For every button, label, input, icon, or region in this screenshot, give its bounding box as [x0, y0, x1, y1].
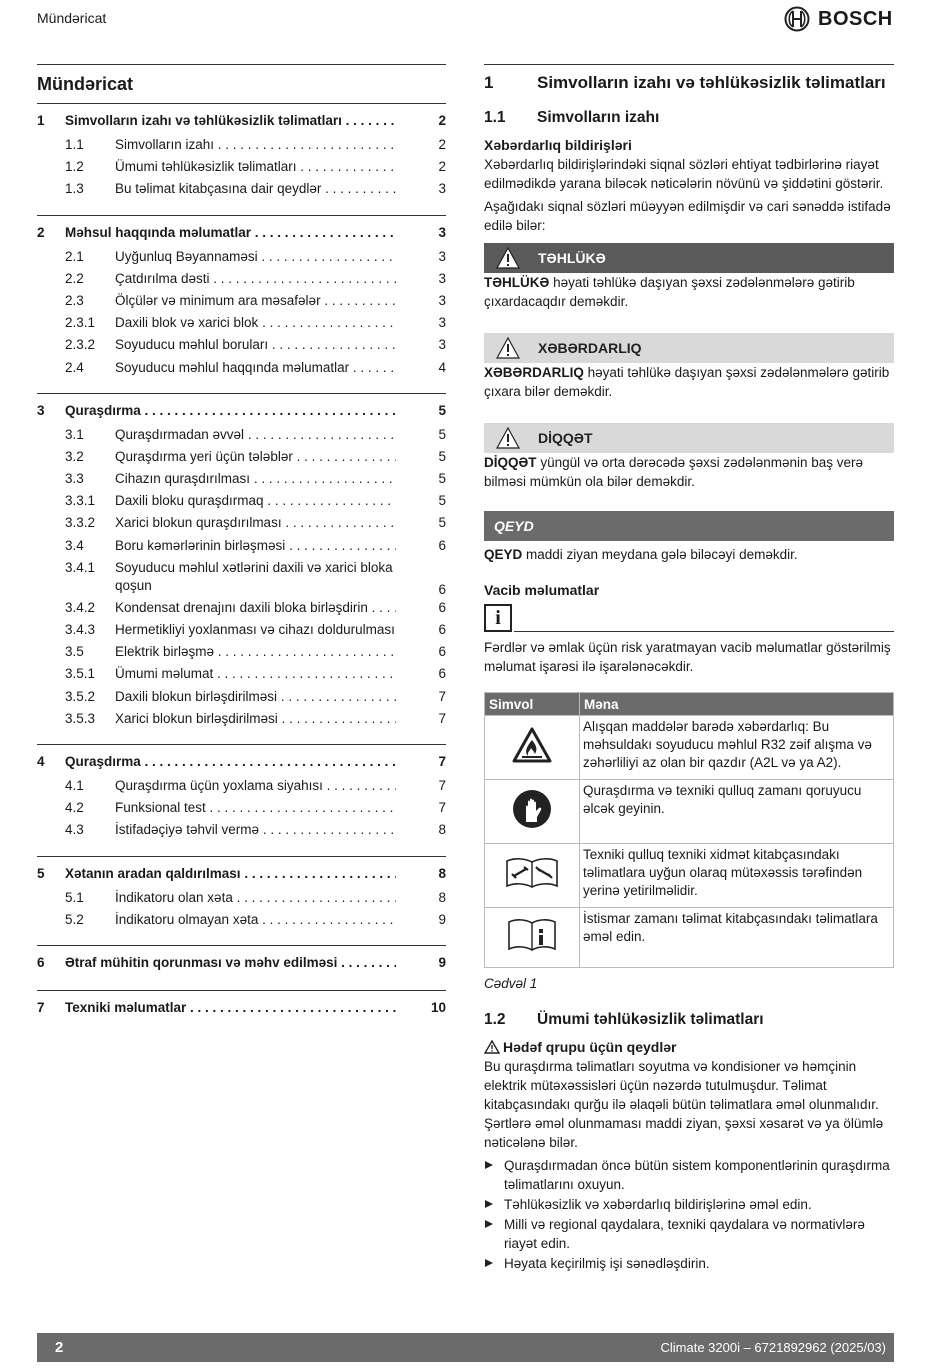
warning-label: XƏBƏRDARLIQ: [538, 340, 642, 356]
toc-chapter-entry[interactable]: [37, 999, 446, 1023]
toc-entry-number: 3.3.2: [65, 515, 96, 531]
toc-entry-title: Quraşdırmadan əvvəl . . .: [115, 426, 396, 444]
toc-entry-title: Xarici blokun birləşdirilməsi . . .: [115, 710, 396, 728]
warnings-heading: Xəbərdarlıq bildirişləri: [484, 137, 632, 153]
bullet-arrow-icon: [485, 1161, 493, 1169]
toc-entry-page: 6: [438, 644, 446, 660]
toc-entry-number: 2.3.2: [65, 337, 96, 353]
toc-entry-number: 3.3: [65, 471, 84, 487]
bullet-arrow-icon: [485, 1259, 493, 1267]
toc-entry-number: 1.3: [65, 181, 84, 197]
toc-section-entry[interactable]: [37, 911, 446, 933]
toc-entry-page: 4: [438, 359, 446, 375]
danger-text: TƏHLÜKƏ həyati təhlükə daşıyan şəxsi zədələnmələrə gətirib çıxardacaqdır deməkdir.: [484, 275, 855, 309]
info-marker: [484, 604, 894, 632]
toc-entry-page: 3: [438, 270, 446, 286]
symbol-table: [484, 692, 894, 968]
toc-chapter-entry[interactable]: [37, 224, 446, 248]
operating-manual-icon: [506, 917, 558, 953]
table-cell-icon: [485, 844, 580, 908]
toc-section-entry[interactable]: [37, 777, 446, 799]
toc-entry-page: 7: [438, 753, 446, 769]
toc-section-entry[interactable]: [37, 492, 446, 514]
toc-entry-number: 3.1: [65, 426, 84, 442]
toc-entry-number: 3.4.1: [65, 559, 96, 575]
table-cell-icon: [485, 780, 580, 844]
section-number: 1.1: [484, 109, 506, 126]
list-item: Milli və regional qaydalara, texniki qaydalara və normativlərə riayət edin.: [484, 1215, 894, 1253]
toc-entry-title: Xarici blokun quraşdırılması . . .: [115, 514, 396, 532]
caution-text: DİQQƏT yüngül və orta dərəcədə şəxsi zədələnmənin baş verə bilməsi mümkün ola bilər deməkdir.: [484, 455, 864, 489]
toc-entry-page: 6: [438, 581, 446, 597]
toc-entry-title: Texniki məlumatlar . . .: [65, 999, 396, 1017]
toc-entry-title: Quraşdırma . . .: [65, 753, 396, 771]
toc-entry-number: 4.2: [65, 800, 84, 816]
section-title: Simvolların izahı: [537, 109, 660, 126]
table-row: [485, 780, 894, 844]
toc-entry-title: Kondensat drenajını daxili bloka birləşdirin . . .: [115, 599, 396, 617]
toc-entry-page: 2: [438, 159, 446, 175]
toc-entry-title: Ətraf mühitin qorunması və məhv edilməsi . . .: [65, 954, 396, 972]
toc-entry-title: Bu təlimat kitabçasına dair qeydlər . . .: [115, 180, 396, 198]
toc-section-entry[interactable]: [37, 448, 446, 470]
bosch-logo: [784, 6, 893, 32]
toc-entry-page: 3: [438, 337, 446, 353]
toc-chapter-entry[interactable]: [37, 402, 446, 426]
toc-entry-number: 1.1: [65, 137, 84, 152]
toc-entry-page: 3: [438, 315, 446, 331]
toc-entry-page: 2: [438, 137, 446, 152]
toc-section-entry[interactable]: [37, 180, 446, 202]
toc-entry-title: Funksional test . . .: [115, 799, 396, 817]
toc-section-entry[interactable]: [37, 270, 446, 292]
toc-section: [37, 945, 446, 990]
target-heading-text: Hədəf qrupu üçün qeydlər: [503, 1039, 677, 1055]
toc-entry-number: 1.2: [65, 159, 84, 175]
bullet-arrow-icon: [485, 1200, 493, 1208]
toc-section-entry[interactable]: [37, 158, 446, 180]
toc-section-entry[interactable]: [37, 359, 446, 381]
toc-section: [37, 856, 446, 945]
toc-entry-page: 5: [438, 426, 446, 442]
protective-gloves-icon: [512, 789, 552, 829]
toc-entry-title: Cihazın quraşdırılması . . .: [115, 470, 396, 488]
toc-chapter-entry[interactable]: [37, 865, 446, 889]
toc-entry-title: Simvolların izahı və təhlükəsizlik təlimatları . . .: [65, 112, 396, 130]
table-header-row: [485, 693, 894, 716]
toc-entry-page: 8: [438, 865, 446, 881]
table-cell-text: Quraşdırma və texniki qulluq zamanı qoruyucu əlcək geyinin.: [580, 780, 894, 844]
bosch-armature-icon: [784, 6, 810, 32]
toc-section-entry[interactable]: [37, 314, 446, 336]
toc-entry-page: 7: [438, 777, 446, 793]
toc-entry-number: 2.2: [65, 270, 84, 286]
toc-section-entry[interactable]: [37, 426, 446, 448]
toc-entry-number: 5: [37, 865, 45, 881]
toc-entry-title: İstifadəçiyə təhvil vermə . . .: [115, 821, 396, 839]
service-manual-icon: [504, 856, 560, 890]
toc-entry-title: İndikatoru olmayan xəta . . .: [115, 911, 396, 929]
toc-entry-number: 1: [37, 113, 45, 128]
toc-entry-title: Quraşdırma üçün yoxlama siyahısı . . .: [115, 777, 396, 795]
brand-name: BOSCH: [818, 7, 893, 30]
table-header-symbol: Simvol: [485, 693, 580, 716]
toc-entry-title: Hermetikliyi yoxlanması və cihazı doldurulması . . .: [115, 621, 396, 639]
toc-entry-number: 2.3.1: [65, 315, 96, 331]
warning-triangle-icon: [496, 337, 520, 359]
table-cell-text: Alışqan maddələr barədə xəbərdarlıq: Bu məhsuldakı soyuducu məhlul R32 zəif alışma və zəhərliliyi az olan bir qazdır (A2L və ya A2).: [580, 716, 894, 780]
toc-chapter-entry[interactable]: [37, 112, 446, 136]
toc-section: [37, 103, 446, 215]
toc-section-entry[interactable]: [37, 710, 446, 732]
caution-label: DİQQƏT: [538, 430, 593, 446]
toc-section-entry[interactable]: [37, 665, 446, 687]
toc-section-entry[interactable]: [37, 537, 446, 559]
toc-section-entry[interactable]: [37, 688, 446, 710]
bullet-arrow-icon: [485, 1220, 493, 1228]
toc-entry-title: Məhsul haqqında məlumatlar . . .: [65, 224, 396, 242]
toc-entry-title: Daxili blokun birləşdirilməsi . . .: [115, 688, 396, 706]
chapter-title: Simvolların izahı və təhlükəsizlik təlimatları: [537, 73, 886, 92]
section-number: 1.2: [484, 1011, 506, 1028]
table-row: [485, 844, 894, 908]
toc-entry-number: 3.5.1: [65, 666, 96, 682]
section-heading: [484, 1011, 894, 1037]
toc-entry-number: 3.3.1: [65, 493, 96, 509]
toc-entry-number: 3.2: [65, 448, 84, 464]
toc-entry-page: 5: [438, 493, 446, 509]
warning-triangle-icon: [496, 427, 520, 449]
toc-entry-page: 7: [438, 688, 446, 704]
table-row: [485, 716, 894, 780]
toc-entry-page: 5: [438, 515, 446, 531]
important-heading: Vacib məlumatlar: [484, 582, 600, 598]
toc-section: [37, 744, 446, 856]
warning-triangle-icon: [496, 247, 520, 269]
warning-text: XƏBƏRDARLIQ həyati təhlükə daşıyan şəxsi zədələnmələrə gətirib çıxara bilər deməkdir.: [484, 365, 890, 399]
toc-entry-title: Soyuducu məhlul haqqında məlumatlar . . .: [115, 359, 396, 377]
danger-label: TƏHLÜKƏ: [538, 250, 606, 266]
toc-section-entry[interactable]: [37, 599, 446, 621]
toc-entry-title: Xətanın aradan qaldırılması . . .: [65, 865, 396, 883]
toc-section-entry[interactable]: [37, 336, 446, 358]
warnings-paragraph-1: Xəbərdarlıq bildirişlərindəki siqnal sözləri ehtiyat tədbirlərinə riayət edilmədikdə yarana biləcək nəticələrin növünü və şiddətini göstərir.: [484, 157, 884, 191]
toc-entry-page: 9: [438, 954, 446, 970]
toc-section-entry[interactable]: [37, 559, 446, 599]
toc-entry-number: 3.5.3: [65, 710, 96, 726]
section-heading: [484, 109, 894, 135]
important-text: Fərdlər və əmlak üçün risk yaratmayan vacib məlumatlar göstərilmiş məlumat işarəsi ilə işarələnəcəkdir.: [484, 640, 891, 674]
flammable-warning-icon: [512, 727, 552, 763]
table-row: [485, 908, 894, 968]
target-heading: [484, 1039, 894, 1055]
toc-section: [37, 215, 446, 393]
toc-section-entry[interactable]: [37, 248, 446, 270]
caution-banner: [484, 423, 894, 453]
toc-entry-number: 2: [37, 224, 45, 240]
toc-entry-number: 3.4.2: [65, 599, 96, 615]
chapter-heading: [484, 64, 894, 101]
toc-entry-page: 5: [438, 448, 446, 464]
toc-entry-title: Quraşdırma yeri üçün tələblər . . .: [115, 448, 396, 466]
table-of-contents: [37, 64, 446, 1035]
toc-entry-page: 3: [438, 224, 446, 240]
toc-section: [37, 990, 446, 1035]
toc-entry-page: 2: [438, 113, 446, 128]
toc-entry-page: 10: [430, 999, 446, 1015]
page-number: 2: [55, 1339, 64, 1356]
toc-entry-page: 6: [438, 666, 446, 682]
toc-entry-page: 3: [438, 292, 446, 308]
toc-entry-title: Daxili blok və xarici blok . . .: [115, 314, 396, 332]
toc-entry-page: 8: [438, 889, 446, 905]
toc-entry-number: 5.2: [65, 911, 84, 927]
danger-banner: [484, 243, 894, 273]
info-rule: [514, 630, 894, 632]
instruction-list: [484, 1156, 894, 1273]
toc-section-entry[interactable]: [37, 621, 446, 643]
toc-entry-title: Ümumi təhlükəsizlik təlimatları . . .: [115, 158, 396, 176]
table-caption: Cədvəl 1: [484, 976, 538, 991]
toc-section-entry[interactable]: [37, 643, 446, 665]
list-item: Təhlükəsizlik və xəbərdarlıq bildirişlərinə əməl edin.: [484, 1195, 894, 1214]
toc-entry-page: 3: [438, 248, 446, 264]
warnings-paragraph-2: Aşağıdakı siqnal sözləri müəyyən edilmişdir və cari sənəddə istifadə edilə bilər:: [484, 199, 891, 233]
toc-chapter-entry[interactable]: [37, 954, 446, 978]
toc-entry-number: 3.4: [65, 537, 84, 553]
toc-entry-title: Uyğunluq Bəyannaməsi . . .: [115, 248, 396, 266]
toc-entry-page: 5: [438, 471, 446, 487]
toc-entry-number: 7: [37, 999, 45, 1015]
toc-entry-title: Çatdırılma dəsti . . .: [115, 270, 396, 288]
toc-entry-title: Elektrik birləşmə . . .: [115, 643, 396, 661]
toc-entry-number: 4: [37, 753, 45, 769]
toc-entry-number: 3.5.2: [65, 688, 96, 704]
toc-section-entry[interactable]: [37, 799, 446, 821]
toc-section-entry[interactable]: [37, 821, 446, 843]
toc-entry-number: 2.3: [65, 292, 84, 308]
toc-entry-title: Boru kəmərlərinin birləşməsi . . .: [115, 537, 396, 555]
toc-entry-number: 3.4.3: [65, 622, 96, 637]
toc-entry-number: 4.1: [65, 777, 84, 793]
toc-entry-title: Ümumi məlumat . . .: [115, 665, 396, 683]
section-title: Ümumi təhlükəsizlik təlimatları: [537, 1011, 764, 1028]
chapter-number: 1: [484, 73, 494, 92]
content-column: [484, 64, 894, 1274]
toc-entry-page: 7: [438, 710, 446, 726]
toc-entry-title: Simvolların izahı . . .: [115, 136, 396, 154]
list-item: Həyata keçirilmiş işi sənədləşdirin.: [484, 1254, 894, 1273]
table-cell-text: İstismar zamanı təlimat kitabçasındakı təlimatlara əməl edin.: [580, 908, 894, 968]
toc-entry-page: 8: [438, 822, 446, 838]
toc-entry-page: 3: [438, 181, 446, 197]
notice-banner: QEYD: [484, 511, 894, 541]
notice-text: QEYD maddi ziyan meydana gələ biləcəyi deməkdir.: [484, 547, 798, 562]
toc-entry-title: Ölçülər və minimum ara məsafələr . . .: [115, 292, 396, 310]
toc-chapter-entry[interactable]: [37, 753, 446, 777]
toc-section-entry[interactable]: [37, 136, 446, 158]
toc-entry-page: 9: [438, 911, 446, 927]
warning-triangle-icon: [484, 1040, 500, 1054]
table-cell-text: Texniki qulluq texniki xidmət kitabçasındakı təlimatlara uyğun olaraq mütəxəssis tərəfindən yerinə yetirilməlidir.: [580, 844, 894, 908]
toc-entry-number: 3.5: [65, 644, 84, 660]
toc-entry-title: İndikatoru olan xəta . . .: [115, 889, 396, 907]
toc-entry-number: 2.1: [65, 248, 84, 264]
toc-entry-number: 4.3: [65, 822, 84, 838]
toc-entry-title: Soyuducu məhlul xətlərini daxili və xarici bloka qoşun: [115, 559, 393, 593]
toc-entry-title: Quraşdırma . . .: [65, 402, 396, 420]
list-item: Quraşdırmadan öncə bütün sistem komponentlərinin quraşdırma təlimatlarını oxuyun.: [484, 1156, 894, 1194]
toc-section-entry[interactable]: [37, 470, 446, 492]
table-header-meaning: Məna: [580, 693, 894, 716]
toc-entry-page: 7: [438, 800, 446, 816]
toc-entry-page: 5: [438, 402, 446, 418]
toc-section-entry[interactable]: [37, 292, 446, 314]
toc-title: Mündəricat: [37, 64, 446, 103]
toc-entry-page: 6: [438, 537, 446, 553]
toc-entry-page: 6: [438, 599, 446, 615]
toc-entry-number: 3: [37, 402, 45, 418]
document-reference: Climate 3200i – 6721892962 (2025/03): [660, 1340, 886, 1355]
toc-section-entry[interactable]: [37, 889, 446, 911]
toc-body: [37, 103, 446, 1035]
toc-entry-title: Soyuducu məhlul boruları . . .: [115, 336, 396, 354]
info-icon: i: [484, 604, 512, 632]
table-cell-icon: [485, 716, 580, 780]
toc-entry-number: 5.1: [65, 889, 84, 905]
running-header-title: Mündəricat: [37, 10, 107, 26]
toc-section-entry[interactable]: [37, 514, 446, 536]
toc-entry-title: Daxili bloku quraşdırmaq . . .: [115, 492, 396, 510]
toc-section: [37, 393, 446, 744]
toc-entry-page: 6: [438, 622, 446, 637]
warning-banner: [484, 333, 894, 363]
toc-entry-number: 2.4: [65, 359, 84, 375]
page-footer: [37, 1333, 894, 1362]
table-cell-icon: [485, 908, 580, 968]
target-text: Bu quraşdırma təlimatları soyutma və kondisioner və həmçinin elektrik mütəxəssisləri üçün nəzərdə tutulmuşdur. Təlimat kitabçasındakı qurğu ilə əlaqəli bütün təlimatlara əməl olunmalıdır. Şərtlərə əməl olunmaması maddi ziyan, şəxsi xəsarət və ya ölümlə nəticələnə bilər.: [484, 1059, 884, 1150]
toc-entry-number: 6: [37, 954, 45, 970]
